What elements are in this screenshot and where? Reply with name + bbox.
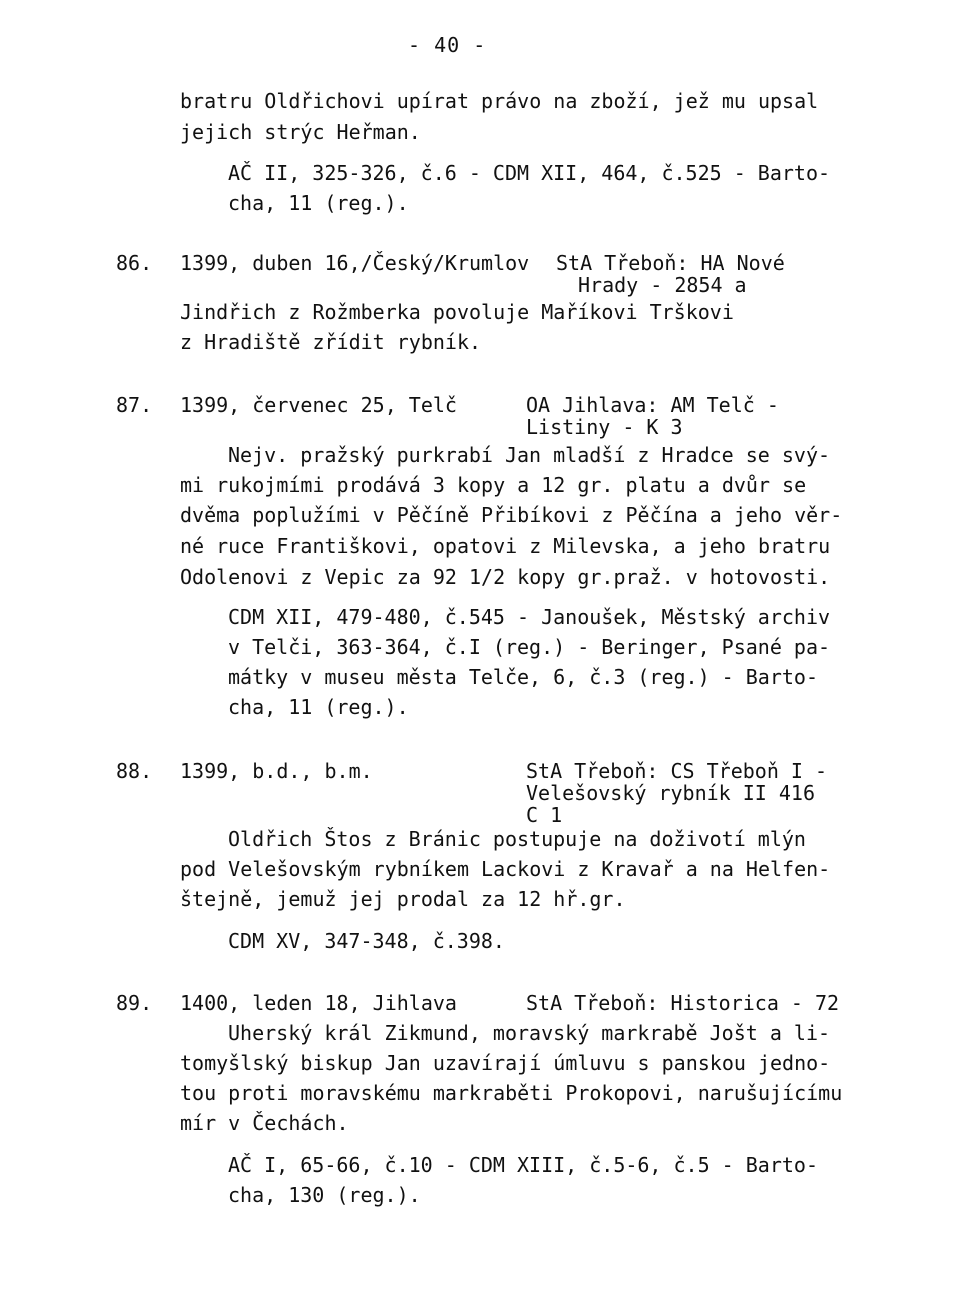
entry-body-line: tou proti moravskému markraběti Prokopovi, narušujícímu: [180, 1081, 843, 1105]
entry-number: 86.: [116, 251, 153, 275]
entry-archive-line: StA Třeboň: HA Nové: [556, 251, 785, 275]
entry-ref-line: v Telči, 363-364, č.I (reg.) - Beringer, Psané pa-: [228, 635, 831, 659]
entry-ref-line: AČ I, 65-66, č.10 - CDM XIII, č.5-6, č.5 - Barto-: [228, 1153, 819, 1177]
entry-ref-line: CDM XV, 347-348, č.398.: [228, 929, 505, 953]
entry-body-line: Oldřich Štos z Bránic postupuje na doživotí mlýn: [228, 827, 806, 851]
entry-body-line: mi rukojmími prodává 3 kopy a 12 gr. platu a dvůr se: [180, 473, 807, 497]
entry-body-line: Uherský král Zikmund, moravský markrabě Jošt a li-: [228, 1021, 831, 1045]
entry-date-place: 1399, červenec 25, Telč: [180, 393, 457, 417]
entry-archive-line: OA Jihlava: AM Telč -: [526, 393, 779, 417]
entry-ref-line: mátky v museu města Telče, 6, č.3 (reg.) - Barto-: [228, 665, 819, 689]
entry-archive-line: C 1: [526, 803, 563, 827]
entry-number: 89.: [116, 991, 153, 1015]
entry-archive-line: StA Třeboň: Historica - 72: [526, 991, 840, 1015]
entry-archive-line: Hrady - 2854 a: [578, 273, 747, 297]
entry-body-line: dvěma poplužími v Pěčíně Přibíkovi z Pěčína a jeho věr-: [180, 503, 843, 527]
entry-archive-line: Velešovský rybník II 416: [526, 781, 815, 805]
entry-body-line: né ruce Františkovi, opatovi z Milevska, a jeho bratru: [180, 534, 831, 558]
entry-body-line: mír v Čechách.: [180, 1111, 349, 1135]
intro-ref-line: AČ II, 325-326, č.6 - CDM XII, 464, č.525 - Barto-: [228, 161, 831, 185]
entry-body-line: Nejv. pražský purkrabí Jan mladší z Hradce se svý-: [228, 443, 831, 467]
entry-ref-line: CDM XII, 479-480, č.545 - Janoušek, Městský archiv: [228, 605, 831, 629]
entry-body-line: Odolenovi z Vepic za 92 1/2 kopy gr.praž. v hotovosti.: [180, 565, 831, 589]
intro-body-line: bratru Oldřichovi upírat právo na zboží, jež mu upsal: [180, 89, 819, 113]
intro-ref-line: cha, 11 (reg.).: [228, 191, 409, 215]
entry-body-line: z Hradiště zřídit rybník.: [180, 330, 482, 354]
entry-archive-line: StA Třeboň: CS Třeboň I -: [526, 759, 828, 783]
entry-date-place: 1399, b.d., b.m.: [180, 759, 373, 783]
intro-body-line: jejich strýc Heřman.: [180, 120, 421, 144]
entry-ref-line: cha, 130 (reg.).: [228, 1183, 421, 1207]
entry-body-line: štejně, jemuž jej prodal za 12 hř.gr.: [180, 887, 626, 911]
entry-body-line: pod Velešovským rybníkem Lackovi z Kravař a na Helfen-: [180, 857, 831, 881]
entry-archive-line: Listiny - K 3: [526, 415, 683, 439]
entry-ref-line: cha, 11 (reg.).: [228, 695, 409, 719]
entry-number: 87.: [116, 393, 153, 417]
entry-number: 88.: [116, 759, 153, 783]
entry-date-place: 1399, duben 16,/Český/Krumlov: [180, 251, 530, 275]
entry-body-line: Jindřich z Rožmberka povoluje Maříkovi Trškovi: [180, 300, 734, 324]
entry-date-place: 1400, leden 18, Jihlava: [180, 991, 457, 1015]
page-number: - 40 -: [408, 33, 487, 57]
entry-body-line: tomyšlský biskup Jan uzavírají úmluvu s panskou jedno-: [180, 1051, 831, 1075]
